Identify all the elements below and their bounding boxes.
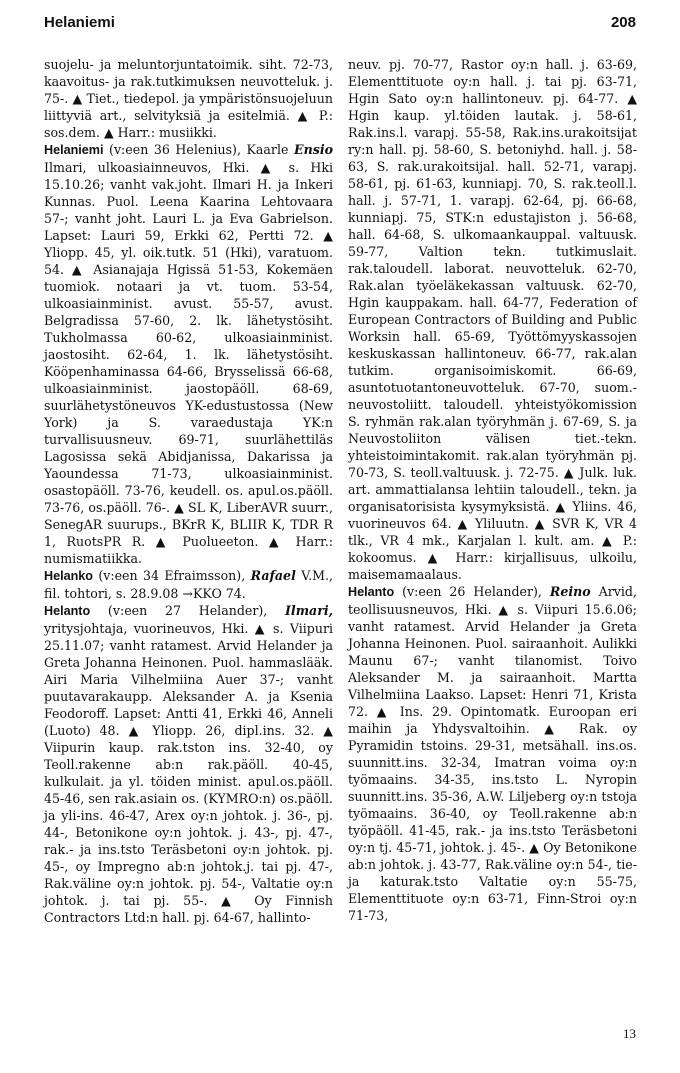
entry-helaniemi: Helaniemi (v:een 36 Helenius), Kaarle Ensio Ilmari, ulkoasiainneuvos, Hki. ▲ s. Hki 15.10.26; vanht vak.joht. Ilmari H. ja Inkeri Kunnas. Puol. Leena Kaarina Lehtovaara 57-; vanht joht. Lauri L. ja Eva Gabrielson. Lapset: Lauri 59, Erkki 62, Pertti 72. ▲ Yliopp. 45, yl. oik.tutk. 51 (Hki), varatuom. 54. ▲ Asianajaja Hgissä 51-53, Kokemäen tuomiok. notaari ja vt. tuom. 53-54, ulkoasiainminist. avust. 55-57, avust. Belgradissa 57-60, 2. lk. lähetystösiht. Tukholmassa 60-62, ulkoasiainminist. jaostosiht. 62-64, 1. lk. lähetystösiht. Kööpenhaminassa 64-66, Brysselissä 66-68, ulkoasiainminist. jaostopäöll. 68-69, suurlähetystöneuvos YK-edustustossa (New York) ja S. varaedustaja YK:n turvallisuusneuv. 69-71, suurlähettiläs Lagosissa sekä Abidjanissa, Dakarissa ja Yaoundessa 71-73, ulkoasiainminist. osastopäöll. 73-76, keudell. os. apul.os.päöll. 73-76, os.päöll. 76-. ▲ SL K, LiberAVR suurr., SenegAR suurups., BKrR K, BLIIR K, TDR R 1, RuotsPR R. ▲ Puolueeton. ▲ Harr.: numismatiikka. xyxy=(44,142,333,566)
entry-name: Helaniemi xyxy=(44,143,104,157)
entry-first-name: Ilmari, xyxy=(285,603,333,618)
entry-continuation: suojelu- ja meluntorjuntatoimik. siht. 72-73, kaavoitus- ja rak.tutkimuksen neuvotteluk. j. 75-. ▲ Tiet., tiedepol. ja ympäristönsuojeluun liittyviä art., selvityksiä ja esitelmiä. ▲ P.: sos.dem. ▲ Harr.: musiikki. xyxy=(44,57,333,140)
entry-name: Helanko xyxy=(44,569,93,583)
entry-first-name: Rafael xyxy=(250,568,296,583)
entry-helanko: Helanko (v:een 34 Efraimsson), Rafael V.M., fil. tohtori, s. 28.9.08 →KKO 74. xyxy=(44,568,333,601)
entry-helanto-reino: Helanto (v:een 26 Helander), Reino Arvid, teollisuusneuvos, Hki. ▲ s. Viipuri 15.6.06; vanht ratamest. Arvid Helander ja Greta Johanna Heinonen. Puol. sairaanhoit. Aulikki Maunu 67-; vanht tilanomist. Toivo Aleksander M. ja sairaanhoit. Martta Vilhelmiina Laakso. Lapset: Henri 71, Krista 72. ▲ Ins. 29. Opintomatk. Euroopan eri maihin ja Yhdysvaltoihin. ▲ Rak. oy Pyramidin tstoins. 29-31, metsähall. ins.os. suunnitt.ins. 32-34, Imatran voima oy:n työmaains. 34-35, ins.tsto L. Nyropin suunnitt.ins. 35-36, A.W. Liljeberg oy:n tstoja työmaains. 36-40, oy Teoll.rakenne ab:n työpäöll. 41-45, rak.- ja ins.tsto Teräsbetoni oy:n tj. 45-71, johtok. j. 45-. ▲ Oy Betonikone ab:n johtok. j. 43-77, Rak.väline oy:n 54-, tie- ja katurak.tsto Valtatie oy:n 55-75, Elementtituote oy:n 63-71, Finn-Stroi oy:n 71-73, xyxy=(348,584,637,923)
right-column xyxy=(348,56,637,924)
page-number: 208 xyxy=(610,14,636,31)
sheet-number: 13 xyxy=(623,1026,636,1041)
running-header xyxy=(44,14,636,36)
entry-helanto-ilmari: Helanto (v:een 27 Helander), Ilmari, yritysjohtaja, vuorineuvos, Hki. ▲ s. Viipuri 25.11.07; vanht ratamest. Arvid Helander ja Greta Johanna Heinonen. Puol. hammaslääk. Airi Maria Vilhelmiina Auer 37-; vanht puutavarakaupp. Aleksander A. ja Ksenia Feodoroff. Lapset: Antti 41, Erkki 46, Anneli (Luoto) 48. ▲ Yliopp. 26, dipl.ins. 32. ▲ Viipurin kaup. rak.tston ins. 32-40, oy Teoll.rakenne ab:n rak.päöll. 40-45, kulkulait. ja yl. töiden minist. apul.os.päöll. 45-46, sen rak.asiain os. (KYMRO:n) os.päöll. ja yli-ins. 46-47, Arex oy:n johtok. j. 36-, pj. 44-, Betonikone oy:n johtok. j. 43-, pj. 47-, rak.- ja ins.tsto Teräsbetoni oy:n johtok. pj. 45-, oy Impregno ab:n johtok.j. tai pj. 47-, Rak.väline oy:n johtok. pj. 54-, Valtatie oy:n johtok. j. tai pj. 55-. ▲ Oy Finnish Contractors Ltd:n hall. pj. 64-67, hallinto- xyxy=(44,603,333,925)
left-column xyxy=(44,56,333,926)
entry-name: Helanto xyxy=(44,604,91,618)
entry-first-name: Reino xyxy=(549,584,591,599)
entry-name: Helanto xyxy=(348,585,395,599)
entry-first-name: Ensio xyxy=(293,142,333,157)
running-head: Helaniemi xyxy=(44,14,115,31)
entry-continuation: neuv. pj. 70-77, Rastor oy:n hall. j. 63-69, Elementtituote oy:n hall. j. tai pj. 63-71, Hgin Sato oy:n hallintoneuv. pj. 64-77. ▲ Hgin kaup. yl.töiden lautak. j. 58-61, Rak.ins.l. varapj. 55-58, Rak.ins.urakoitsijat ry:n hall. pj. 58-60, S. betoniyhd. hall. j. 58-63, S. rak.urakoitsijal. hall. 52-71, varapj. 58-61, pj. 61-63, kunniapj. 70, S. rak.teoll.l. hall. j. 57-71, 1. varapj. 62-64, pj. 66-68, kunniapj. 75, STK:n edustajiston j. 56-68, hall. 64-68, S. ulkomaankauppal. valtuusk. 59-77, Valtion tekn. tutkimuslait. rak.taloudell. laborat. neuvotteluk. 62-70, Rak.alan työeläkekassan valtuusk. 62-70, Hgin kauppakam. hall. 64-77, Federation of European Contractors of Building and Public Worksin hall. 65-69, Työttömyyskassojen keskuskassan hallintoneuv. 66-77, rak.alan tutkim. organisoimiskomit. 66-69, asuntotuotantoneuvotteluk. 67-70, suom.-neuvostoliitt. taloudell. yhteistyökomission S. ryhmän rak.alan työryhmän j. 67-69, S. ja Neuvostoliiton välisen tiet.-tekn. yhteistoimintakomit. rak.alan työryhmän pj. 70-73, S. teoll.valtuusk. j. 72-75. ▲ Julk. luk. art. ammattialansa lehtiin taloudell., tekn. ja organisatorisista kysymyksistä. ▲ Yliins. 46, vuorineuvos 64. ▲ Yliluutn. ▲ SVR K, VR 4 tlk., VR 4 mk., Karjalan l. kult. am. ▲ P.: kokoomus. ▲ Harr.: kirjallisuus, ulkoilu, maisemamaalaus. xyxy=(348,57,637,582)
